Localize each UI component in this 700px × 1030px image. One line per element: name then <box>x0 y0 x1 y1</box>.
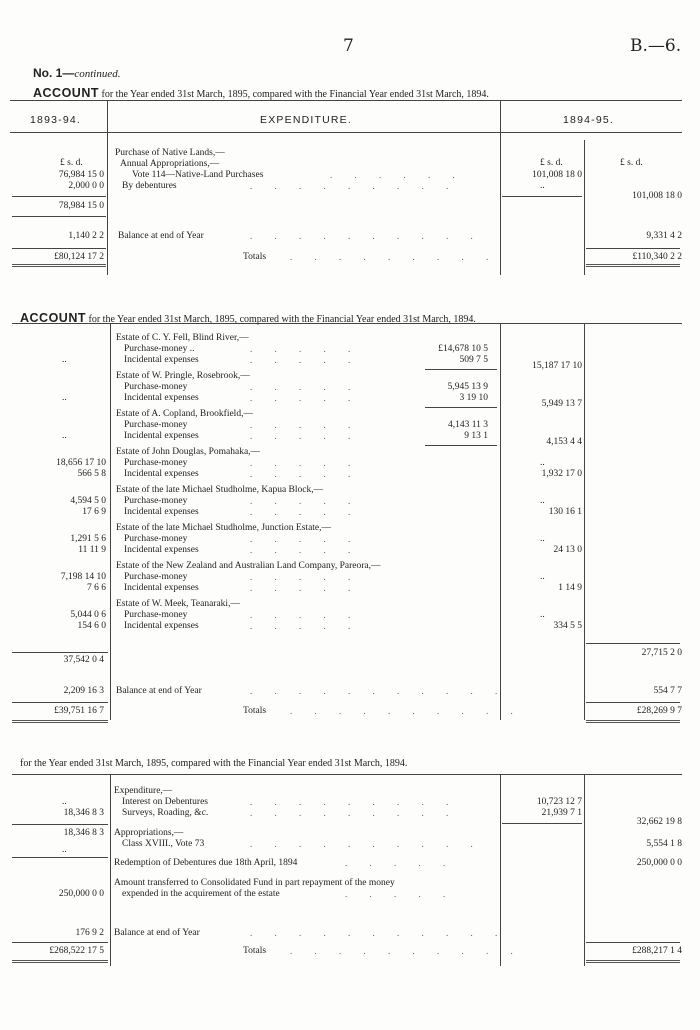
t2-left-balance: 2,209 16 3 <box>63 686 104 696</box>
lsd-left: £ s. d. <box>60 158 83 168</box>
t1-desc-4: By debentures <box>122 181 177 191</box>
t2-r1-value: .. <box>540 534 545 544</box>
t2-left-total: 37,542 0 4 <box>63 655 104 665</box>
t1-desc-2: Annual Appropriations,— <box>120 159 220 169</box>
t3-amount-2: expended in the acquirement of the estate <box>122 889 280 899</box>
t2-r1-value: 1 14 9 <box>558 583 582 593</box>
t3-right-redemption: 250,000 0 0 <box>636 858 682 868</box>
t2-left-value: 154 6 0 <box>77 621 106 631</box>
t3-right-expenditure: 32,662 19 8 <box>636 817 682 827</box>
col-1894-95: 1894-95. <box>563 114 615 126</box>
t2-row-label: Incidental expenses <box>124 621 199 631</box>
t2-left-value: 566 5 8 <box>77 469 106 479</box>
t2-left-value: 11 11 9 <box>78 545 106 555</box>
t3-totals-label: Totals <box>243 946 267 956</box>
t2-mid-value: 4,143 11 3 <box>447 420 488 430</box>
t2-row-label: Purchase-money <box>124 496 188 506</box>
t2-r1-value: 130 16 1 <box>548 507 582 517</box>
t2-left-value: 4,594 5 0 <box>70 496 106 506</box>
t1-balance-label: Balance at end of Year <box>118 231 204 241</box>
t2-estate-heading: Estate of the late Michael Studholme, Kapua Block,— <box>116 485 324 495</box>
t3-left-amount: 250,000 0 0 <box>58 889 104 899</box>
t1-left-grand: £80,124 17 2 <box>54 252 104 262</box>
t2-left-value: 5,044 0 6 <box>70 610 106 620</box>
t3-class-xviii: Class XVIII., Vote 73 <box>122 839 205 849</box>
t2-r1-value: .. <box>540 458 545 468</box>
t2-left-value: 1,291 5 6 <box>70 534 106 544</box>
t2-right-balance: 554 7 7 <box>653 686 682 696</box>
t2-row-label: Incidental expenses <box>124 583 199 593</box>
t2-r1-value: .. <box>540 610 545 620</box>
t1-left-1: 76,984 15 0 <box>58 170 104 180</box>
t1-desc-1: Purchase of Native Lands,— <box>115 148 225 158</box>
t2-row-label: Incidental expenses <box>124 469 199 479</box>
t2-r1-value: .. <box>540 496 545 506</box>
t3-balance-label: Balance at end of Year <box>114 928 200 938</box>
page-ref: B.—6. <box>630 36 682 56</box>
section-number: No. 1—continued. <box>33 66 121 80</box>
page-number: 7 <box>343 36 354 56</box>
t2-row-label: Purchase-money <box>124 382 188 392</box>
t2-r1-value: 24 13 0 <box>553 545 582 555</box>
lsd-r1: £ s. d. <box>540 158 563 168</box>
t2-estate-heading: Estate of W. Pringle, Rosebrook,— <box>116 371 250 381</box>
t1-desc-3: Vote 114—Native-Land Purchases <box>132 170 264 180</box>
t2-estate-heading: Estate of the New Zealand and Australian Land Company, Pareora,— <box>116 561 381 571</box>
t3-right-appropriations: 5,554 1 8 <box>646 839 682 849</box>
t2-row-label: Incidental expenses <box>124 431 199 441</box>
t2-r1-value: .. <box>540 572 545 582</box>
t1-r1-dots: .. <box>540 181 545 191</box>
t3-left-grand: £268,522 17 5 <box>49 946 104 956</box>
t2-mid-value: 3 19 10 <box>459 393 488 403</box>
t3-redemption: Redemption of Debentures due 18th April, 1894 <box>114 858 298 868</box>
col-1893-94: 1893-94. <box>30 114 82 126</box>
t2-estate-heading: Estate of the late Michael Studholme, Junction Estate,— <box>116 523 332 533</box>
t1-r2-value: 101,008 18 0 <box>632 191 682 201</box>
t3-left-balance: 176 9 2 <box>75 928 104 938</box>
t2-estate-heading: Estate of A. Copland, Brookfield,— <box>116 409 253 419</box>
t2-mid-value: 5,945 13 9 <box>447 382 488 392</box>
t2-r1-value: 5,949 13 7 <box>541 399 582 409</box>
t3-right-grand: £288,217 1 4 <box>632 946 682 956</box>
t1-totals-label: Totals <box>243 252 267 262</box>
t2-row-label: Purchase-money <box>124 534 188 544</box>
account-heading-3: for the Year ended 31st March, 1895, compared with the Financial Year ended 31st March, 1894. <box>20 758 408 769</box>
t2-right-total: 27,715 2 0 <box>641 648 682 658</box>
t3-left-interest: .. <box>62 797 67 807</box>
t2-r1-value: 15,187 17 10 <box>532 361 582 371</box>
t2-mid-value: 509 7 5 <box>459 355 488 365</box>
t2-left-grand: £39,751 16 7 <box>54 706 104 716</box>
t2-r1-value: 4,153 4 4 <box>546 437 582 447</box>
t1-r1-value: 101,008 18 0 <box>532 170 582 180</box>
t2-row-label: Incidental expenses <box>124 545 199 555</box>
t2-estate-heading: Estate of John Douglas, Pomahaka,— <box>116 447 261 457</box>
t3-interest: Interest on Debentures <box>122 797 208 807</box>
t2-row-label: Incidental expenses <box>124 507 199 517</box>
lsd-r2: £ s. d. <box>620 158 643 168</box>
t1-left-balance: 1,140 2 2 <box>68 231 104 241</box>
t2-mid-value: 9 13 1 <box>464 431 488 441</box>
account-heading-2: ACCOUNT for the Year ended 31st March, 1895, compared with the Financial Year ended 31st March, 1894. <box>20 311 476 325</box>
t2-mid-value: £14,678 10 5 <box>438 344 488 354</box>
t3-surveys: Surveys, Roading, &c. <box>122 808 209 818</box>
t2-left-value: 7 6 6 <box>87 583 106 593</box>
t2-r1-value: 334 5 5 <box>553 621 582 631</box>
t1-right-grand: £110,340 2 2 <box>632 252 682 262</box>
t2-row-label: Purchase-money <box>124 572 188 582</box>
t3-expenditure: Expenditure,— <box>114 786 173 796</box>
t3-left-surveys: 18,346 8 3 <box>63 808 104 818</box>
col-expenditure: EXPENDITURE. <box>260 114 352 126</box>
t2-totals-label: Totals <box>243 706 267 716</box>
t2-left-value: 7,198 14 10 <box>60 572 106 582</box>
t2-row-label: Purchase-money <box>124 610 188 620</box>
t2-row-label: Purchase-money .. <box>124 344 195 354</box>
t3-mid-interest: 10,723 12 7 <box>536 797 582 807</box>
t2-row-label: Purchase-money <box>124 420 188 430</box>
account-heading-1: ACCOUNT for the Year ended 31st March, 1895, compared with the Financial Year ended 31st March, 1894. <box>33 86 489 100</box>
t2-right-grand: £28,269 9 7 <box>636 706 682 716</box>
t2-estate-heading: Estate of C. Y. Fell, Blind River,— <box>116 333 249 343</box>
t2-left-value: 18,656 17 10 <box>56 458 106 468</box>
t2-estate-heading: Estate of W. Meek, Teanaraki,— <box>116 599 240 609</box>
t2-row-label: Incidental expenses <box>124 355 199 365</box>
t1-right-balance: 9,331 4 2 <box>646 231 682 241</box>
t2-balance-label: Balance at end of Year <box>116 686 202 696</box>
t1-left-2: 2,000 0 0 <box>68 181 104 191</box>
t2-left-value: .. <box>62 431 67 441</box>
t3-left-total-1: 18,346 8 3 <box>63 828 104 838</box>
t2-r1-value: 1,932 17 0 <box>541 469 582 479</box>
t2-row-label: Purchase-money <box>124 458 188 468</box>
t3-appropriations: Appropriations,— <box>114 828 184 838</box>
t3-amount-1: Amount transferred to Consolidated Fund in part repayment of the money <box>114 878 395 888</box>
t2-left-value: .. <box>62 393 67 403</box>
t2-left-value: .. <box>62 355 67 365</box>
t2-left-value: 17 6 9 <box>82 507 106 517</box>
t3-left-redemption: .. <box>62 845 67 855</box>
t1-left-total: 78,984 15 0 <box>58 201 104 211</box>
t3-mid-surveys: 21,939 7 1 <box>541 808 582 818</box>
t2-row-label: Incidental expenses <box>124 393 199 403</box>
